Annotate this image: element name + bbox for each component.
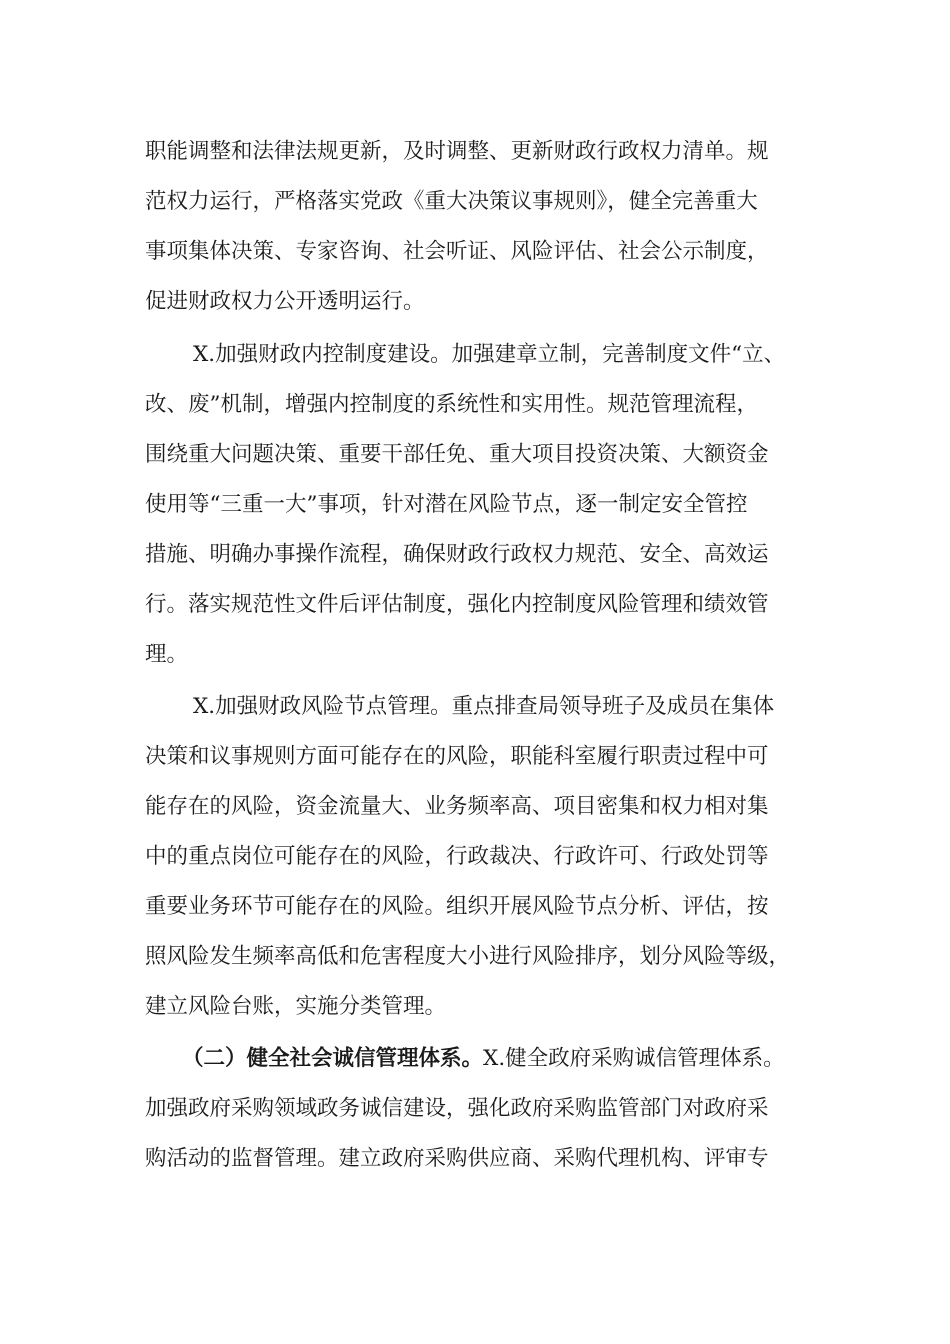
text-line: 措施、明确办事操作流程，确保财政行政权力规范、安全、高效运 (145, 542, 769, 567)
section-lead-text: X.健全政府采购诚信管理体系。 (483, 1046, 785, 1071)
text-line: 事项集体决策、专家咨询、社会听证、风险评估、社会公示制度， (145, 239, 769, 264)
text-line: 围绕重大问题决策、重要干部任免、重大项目投资决策、大额资金 (145, 442, 769, 467)
text-line: 行。落实规范性文件后评估制度，强化内控制度风险管理和绩效管 (145, 592, 769, 617)
section-heading: （二）健全社会诚信管理体系。 (182, 1046, 484, 1071)
text-line: 决策和议事规则方面可能存在的风险，职能科室履行职责过程中可 (145, 744, 769, 769)
text-line: X.加强财政内控制度建设。加强建章立制，完善制度文件“立、 (193, 342, 786, 367)
text-line: 职能调整和法律法规更新，及时调整、更新财政行政权力清单。规 (145, 139, 769, 164)
text-line: 范权力运行，严格落实党政《重大决策议事规则》，健全完善重大 (145, 189, 758, 214)
section-line (182, 1044, 785, 1074)
text-line: 购活动的监督管理。建立政府采购供应商、采购代理机构、评审专 (145, 1146, 769, 1171)
text-line: 中的重点岗位可能存在的风险，行政裁决、行政许可、行政处罚等 (145, 844, 769, 869)
text-line: 照风险发生频率高低和危害程度大小进行风险排序，划分风险等级， (145, 944, 791, 969)
text-line: 使用等“三重一大”事项，针对潜在风险节点，逐一制定安全管控 (145, 492, 748, 517)
text-line: 促进财政权力公开透明运行。 (145, 289, 425, 314)
text-line: 建立风险台账，实施分类管理。 (145, 994, 447, 1019)
text-line: 重要业务环节可能存在的风险。组织开展风险节点分析、评估，按 (145, 894, 769, 919)
text-line: 改、废”机制，增强内控制度的系统性和实用性。规范管理流程， (145, 392, 758, 417)
text-line: 能存在的风险，资金流量大、业务频率高、项目密集和权力相对集 (145, 794, 769, 819)
text-line: 理。 (145, 642, 189, 667)
text-line: 加强政府采购领域政务诚信建设，强化政府采购监管部门对政府采 (145, 1096, 769, 1121)
text-line: X.加强财政风险节点管理。重点排查局领导班子及成员在集体 (193, 694, 775, 719)
